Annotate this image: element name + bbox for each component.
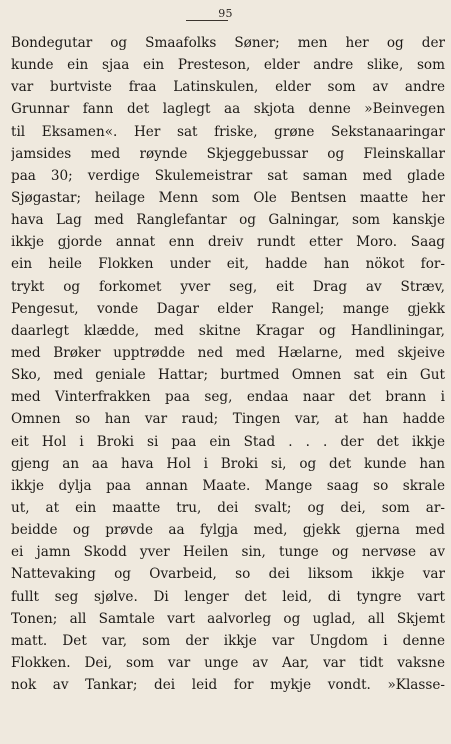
- text-line: til Eksamen«. Her sat friske, grøne Sekstanaaringar: [11, 123, 445, 140]
- text-line: kunde ein sjaa ein Presteson, elder andre slike, som: [11, 57, 445, 74]
- text-line: Pengesut, vonde Dagar elder Rangel; mange gjekk: [11, 300, 445, 317]
- header-rule: [186, 20, 228, 21]
- text-line: hava Lag med Ranglefantar og Galningar, som kanskje: [11, 212, 445, 229]
- text-line: med Brøker upptrødde ned med Hælarne, med skjeive: [11, 344, 445, 361]
- text-line: var burtviste fraa Latinskulen, elder som av andre: [11, 79, 445, 96]
- text-line: Sko, med geniale Hattar; burtmed Omnen sat ein Gut: [11, 367, 445, 384]
- text-line: ei jamn Skodd yver Heilen sin, tunge og nervøse av: [11, 544, 445, 561]
- text-line: beidde og prøvde aa fylgja med, gjekk gjerna med: [11, 522, 445, 539]
- text-line: trykt og forkomet yver seg, eit Drag av Stræv,: [11, 278, 445, 295]
- page-number: 95: [218, 7, 233, 20]
- text-line: med Vinterfrakken paa seg, endaa naar det brann i: [11, 389, 445, 406]
- text-line: ein heile Flokken under eit, hadde han nökot for-: [11, 256, 445, 273]
- body-text: [11, 32, 445, 696]
- text-line: ikkje gjorde annat enn dreiv rundt etter Moro. Saag: [11, 234, 445, 251]
- text-line: ikkje dylja paa annan Maate. Mange saag so skrale: [11, 477, 445, 494]
- text-line: Sjøgastar; heilage Menn som Ole Bentsen maatte her: [11, 189, 445, 206]
- text-line: gjeng an aa hava Hol i Broki si, og det kunde han: [11, 455, 445, 472]
- text-line: fullt seg sjølve. Di lenger det leid, di tyngre vart: [11, 588, 445, 605]
- text-line: ut, at ein maatte tru, dei svalt; og dei, som ar-: [11, 499, 445, 516]
- text-line: jamsides med røynde Skjeggebussar og Fleinskallar: [11, 145, 445, 162]
- text-line: Omnen so han var raud; Tingen var, at han hadde: [11, 411, 445, 428]
- text-line: Bondegutar og Smaafolks Søner; men her og der: [11, 35, 445, 51]
- text-line: Grunnar fann det laglegt aa skjota denne »Beinvegen: [11, 101, 445, 118]
- text-line: paa 30; verdige Skulemeistrar sat saman med glade: [11, 167, 445, 184]
- text-line: daarlegt klædde, med skitne Kragar og Handliningar,: [11, 322, 445, 339]
- text-line: eit Hol i Broki si paa ein Stad . . . der det ikkje: [11, 433, 445, 450]
- text-line: nok av Tankar; dei leid for mykje vondt. »Klasse-: [11, 677, 445, 694]
- text-line: Tonen; all Samtale vart aalvorleg og uglad, all Skjemt: [11, 610, 445, 627]
- text-line: Nattevaking og Ovarbeid, so dei liksom ikkje var: [11, 566, 445, 583]
- text-line: matt. Det var, som der ikkje var Ungdom i denne: [11, 632, 445, 649]
- text-line: Flokken. Dei, som var unge av Aar, var tidt vaksne: [11, 654, 445, 671]
